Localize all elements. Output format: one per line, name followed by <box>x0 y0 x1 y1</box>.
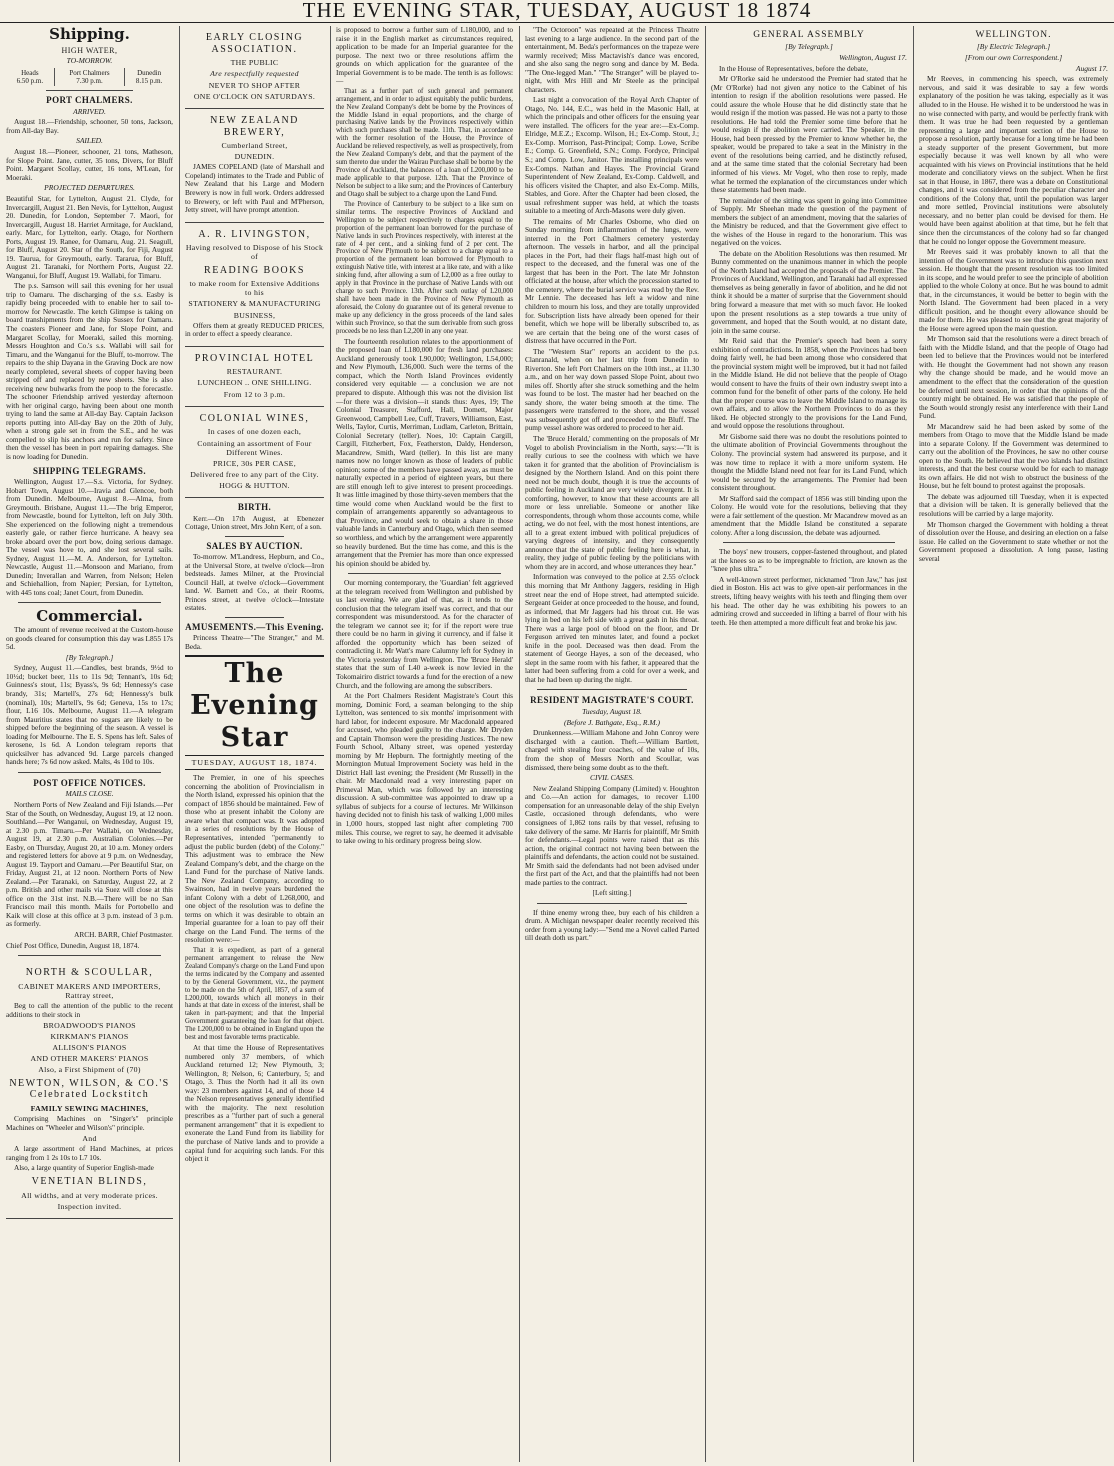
requested: Are respectfully requested <box>210 69 299 79</box>
paragraph-royal-arch: Last night a convocation of the Royal Arch Chapter of Otago, No. 144, E.C., was held in the Masonic Hall, at which the principals and other officers for the ensuing year were installed. The officers for the year are:—Ex-Comp. Elridge, M.E.Z.; Excomp. Wilson, H.; Ex-Comp. Stout, J.; Ex-Comp. Morrison, Past-Principal; Comp. Lowe, Scribe E.; Comp. G. Greenfield, S.N.; Comp. Fordyce, Principal S.; and Comp. Low, Janitor. The installing principals were Ex-Comps. Nathan and Hayes. The Provincial Grand Superintendent of New Zealand, Ex-Comp. Caldwell, and his officers visited the Chapter, and also Ex-Comp. Mills, Stables, and Gore. After the Chapter had been closed, the usual refreshment supper was held, at which the toasts suitable to a meeting of Arch-Masons were duly given. <box>525 95 699 216</box>
column-local <box>525 26 699 1462</box>
never-shop: NEVER TO SHOP AFTER <box>208 80 301 90</box>
wellington-text1: Mr Reeves, in commencing his speech, was extremely nervous, and said it was desirable to say a few words explanatory of the position he was taking, especially as it was alluded to in the House. He wished it to be understood he was in no wise connected with party, and would be perfectly frank with them. It was true he had been requested by a gentleman representing a large and important section of the House to propose a resolution, partly because for a long time he had been a steady supporter of the present Government, but more especially because it was well known by all who were acquainted with his views on Provincial institutions that he held moderate and conciliatory views on the subject. When he first sat in that House, in 1867, there was a debate on Constitutional changes, and it was considered from the peculiar character and conditions of the Colony that, until the population was larger and more settled, Provincial institutions were absolutely necessary, and no better plan could be devised for them. He would have been against abolition at that time, but he felt that since then the circumstances of the colony had so far changed that he could no longer oppose the Government measure. <box>919 74 1108 246</box>
amusements-heading: AMUSEMENTS.—This Evening. <box>185 621 324 632</box>
by-telegraph-label: [By Telegraph.] <box>65 652 114 662</box>
civil-text: New Zealand Shipping Company (Limited) v. Houghton and Co.—An action for damages, to recover L100 compensation for an unreasonable delay of the ship Evelyn Castle, occasioned through defendants, who were consignees of 1,862 tons rails by that vessel, refusing to take delivery of the same. Mr Harris for plaintiff, Mr Smith for defendants.—Legal points were raised that as this action, the original contract not having been between the plaintiffs and defendants, the action could not be sustained. Mr Smith said the defendants had not been advised under the first part of the Act, and that the plaintiffs had not been made parties to the contract. <box>525 783 699 887</box>
mails-close-label: MAILS CLOSE. <box>65 789 114 799</box>
tide-time: 7.30 p.m. <box>76 76 103 85</box>
sales-heading: SALES BY AUCTION. <box>206 540 303 551</box>
assembly-text6: Mr Stafford said the compact of 1856 was still binding upon the Colony. He would vote for the resolutions, believing that they were a fair settlement of the question. Mr Macandrew moved as an amendment that the Middle Island be constituted a separate colony. After a long discussion, the debate was adjourned. <box>711 493 907 537</box>
column-shipping <box>6 26 173 1462</box>
leader-cont: is proposed to borrow a further sum of L180,000, and to raise it in the English market as circumstances required, application to be made for an Imperial guarantee for the purpose. The next two or three resolutions affirm the grounds on which application for the guarantee of the Imperial Government is to be made. The tenth is as follows:— <box>336 26 513 86</box>
leader-text: The Premier, in one of his speeches concerning the abolition of Provincialism in the North Island, expressed his opinion that the compact of 1856 should be maintained. Few of those who at present inhabit the Colony are aware what that compact was. It was adopted in a series of resolutions by the House of Representatives, intended "permanently to adjust the public burden (debt) of the Colony." This adjustment was to embrace the New Zealand Company's debt, and the charge on the Land Fund for the purchase of Native lands. The New Zealand Company, according to Swainson, had in twelve years burdened the infant Colony with a debt of L268,000, and one object of the resolution was to define the terms on which it was desirable to obtain an Imperial guarantee for a loan to pay off their charge on the Land Fund. The terms of the resolution were:— <box>185 773 324 945</box>
paragraph-iron-jaw: A well-known street performer, nicknamed "Iron Jaw," has just died in Boston. His act was to give open-air performances in the streets, lifting heavy weights with his teeth and flinging them over his head. The other day he was exhibiting his powers to an admiring crowd and succeeded in lifting a barrel of flour with his teeth. He then attempted a more difficult feat and broke his jaw. <box>711 574 907 627</box>
early-closing-title: EARLY CLOSING ASSOCIATION. <box>205 32 304 55</box>
assembly-heading: GENERAL ASSEMBLY <box>753 30 865 40</box>
livingston-ad <box>185 223 324 347</box>
tide-cell <box>54 68 125 86</box>
telegrams-heading: SHIPPING TELEGRAMS. <box>33 465 146 476</box>
port-heading: PORT CHALMERS. <box>46 95 133 106</box>
column-rule <box>913 26 914 1462</box>
and-label: And <box>82 1134 97 1144</box>
wellington-text3: Mr Thomson said that the resolutions were a direct breach of faith with the Middle Island, and that the people of Otago had been led to believe that the Provinces would not be interfered with. He thought the Government had not shown any reason why the change should be made, and he would move an amendment to the effect that the consideration of the question be deferred until next session, in order that the opinions of the country might be obtained. He was satisfied that the people of the South would strongly resist any interference with their Land Fund. <box>919 334 1108 421</box>
tomorrow-label: TO-MORROW. <box>66 55 113 65</box>
wines-title: COLONIAL WINES, <box>199 412 310 424</box>
shipping-heading: Shipping. <box>49 26 130 43</box>
paragraph-bruce-herald: The 'Bruce Herald,' commenting on the proposals of Mr Vogel to abolish Provincialism in the North, says:—"It is really curious to see the coolness with which we have taken it for granted that the abolition of Provincialism is designed by the Northern Island. And on this point there need not be much doubt, though it is true the accounts of public feeling in Auckland are very widely divergent. It is comforting, however, to know that these accounts are all more or less unreliable. Someone or another like correspondents, through whom those accounts come, while acting, we do not feel, with the most honest intentions, are all to a great extent imbued with political prejudices of varying degrees of intensity, and they consequently announce that the state of public feeling here is what, in reality, they judge of public feeling by the politicians with whom they are in accord, and whose utterances they hear." <box>525 433 699 571</box>
brewery-ad <box>185 109 324 223</box>
paragraph-western-star: The "Western Star" reports an accident to the p.s. Clanranald, when on her last trip from Dunedin to Riverton. She left Port Chalmers on the 10th inst., at 11.30 a.m., and on her way down passed Slope Point, about two miles off. Shortly after she struck something and the helm was found to be lost. The master had her beached on the sandy shore, the water being smooth at the time. The passengers were transferred to the shore, and the vessel was subsequently got off and proceeded to the Bluff. The pump vessel ashore was ordered to proceed to her aid. <box>525 346 699 433</box>
post-text: Northern Ports of New Zealand and Fiji Islands.—Per Star of the South, on Wednesday, August 19, at 12 noon. Southland.—Per Wanganui, on Wednesday, August 19, at 2.30 p.m. Timaru.—Per Wallabi, on Wednesday, August 19, at 2.30 p.m. Australian Colonies.—Per Easby, on Thursday, August 20, at 10 a.m. Money orders and registered letters for above at 9 p.m. on Wednesday, August 19. Tayport and Oamaru.—Per Beautiful Star, on Friday, August 21, at 12 noon. Northern Ports of New Zealand.—Per Taranaki, on Saturday, August 22, at 2 p.m. British and other mails via Suez will close at this office on the 31st inst. N.B.—There will be no San Francisco mail this month. Mails for Portobello and Kaik will close at this office at 3 p.m. instead of 3 p.m. as formerly. <box>6 800 173 929</box>
sewing-machines: FAMILY SEWING MACHINES, <box>30 1103 149 1113</box>
piano-item: AND OTHER MAKERS' PIANOS <box>30 1054 149 1064</box>
resolutions-quote: That as a further part of such general and permanent arrangement, and in order to adjust equitably the public burdens, the New Zealand Company's debt be borne by the Provinces of the Middle Island in equal proportions, and the charge of purchasing Native lands by the Provinces respectively within which such purchases shall be made. 11th. That, in accordance with the former resolution of the House, the Province of Auckland be relieved respectively, as well as prospectively, from the New Zealand Company's debt, and that the payment of the sum thereto due under the Wairau Purchase shall be borne by the Province of Auckland, the balances of a loan of L200,000 to be made applicable to that purpose. 12th. That the Province of Nelson be subject to a like sum; and the Provinces of Canterbury and Otago shall be subject to a charge upon the Land Fund. <box>336 87 513 198</box>
tide-place: Port Chalmers <box>69 68 110 77</box>
leader-quote: That it is expedient, as part of a general permanent arrangement to release the New Zealand Company's charge on the Land Fund upon the terms indicated by the Company and assented to by the General Government, viz., the payment to be made on the 5th of April, 1857, of a sum of L200,000, towards which all moneys in their hands at that date in excess of the interest, shall be taken in part-payment; and that the Imperial Government guaranteeing the loan for that object. The L200,000 to be obtained in England upon the best and most favorable terms practicable. <box>185 946 324 1042</box>
brewery-city: DUNEDIN. <box>234 152 275 162</box>
early-closing-ad <box>185 26 324 109</box>
column-rule <box>519 26 520 1462</box>
paragraph-suicide: Information was conveyed to the police at 2.55 o'clock this morning that Mr Anthony Jaggers, residing in High street near the end of Hope street, had attempted suicide. Sergeant Geider at once proceeded to the house, and found, as informed, that Mr Jaggers had his throat cut. He was lying in bed on his left side with a great gash in his throat. There was a large pool of blood on the floor, and Dr Ferguson arrived ten minutes later, and found a pocket knife in the pool. Deceased was then dead. From the statement of George Hayes, a son of the deceased, who slept in the same room with his father, it appeared that the latter had been suffering from a cold for over a week, and that he had been up during the night. <box>525 572 699 684</box>
north-scoullar-name: NORTH & SCOULLAR, <box>25 967 154 979</box>
projected-text: Beautiful Star, for Lyttelton, August 21. Clyde, for Invercargill, August 21. Ben Nevis, for Lyttelton, August 20. Dunedin, for London, September 7. Maori, for Invercargill, August 18. Harriet Armitage, for Auckland, early. Marc, for Lyttelton, early. Otago, for Northern Ports, August 19. Ranee, for Oamaru, Aug. 21. Seagull, for Bluff, August 20. Star of the South, for Fiji, August 19. Taurua, for Greymouth, early. Tararua, for Bluff, August 21. Taranaki, for Northern Ports, August 22. Wanganui, for Bluff, August 19. Wallabi, for Timaru. <box>6 194 173 280</box>
column-rule <box>705 26 706 1462</box>
wines-price: PRICE, 30s PER CASE, <box>213 458 296 468</box>
column-rule <box>330 26 331 1462</box>
market-text: Sydney, August 11.—Candles, best brands, 9½d to 10½d; bucket beer, 11s to 11s 9d; Tennant's, 10s 6d; Guinness's stout, 11s; Byass's, 9s 6d; Hennessy's case brandy, 31s; Martell's, 27s 6d; Hennessy's bulk (nominal), 10s; Martell's, 9s 6d; Geneva, 15s to 17s; flour, L16 10s. Melbourne, August 11.—A telegram from Mauritius states that no sugars are likely to be shipped before the beginning of the season. A vessel is loading for Melbourne. The E. S. Spens has left. Sales of kerosene, 1s 6d. A London telegram reports that quicksilver has advanced 9d. Large parcels changed hands here; 7s 6d now asked. Malts, 4s 10d to 10s. <box>6 663 173 767</box>
north-scoullar-sub: CABINET MAKERS AND IMPORTERS, Rattray street, <box>18 981 161 1000</box>
piano-item: KIRKMAN'S PIANOS <box>50 1032 129 1042</box>
paragraph-osborne: The remains of Mr Charles Osborne, who died on Sunday morning from inflammation of the lungs, were interred in the Port Chalmers cemetery yesterday afternoon. The vessels in harbor, and all the principal places in the Port, had their flags half-mast high out of respect to the deceased, and the funeral was one of the largest that has been in the Port. The late Mr Johnston officiated at the house, after which the procession started to the cemetery, where the burial service was read by the Rev. Mr Lennie. The deceased has left a widow and nine children to mourn his loss, and they are totally unprovided for. Subscription lists have already been opened for their benefit, which we hope will be liberally subscribed to, as we are certain that the being one of the worst cases of distress that have occurred in the Port. <box>525 216 699 346</box>
brewery-title: NEW ZEALAND BREWERY, <box>210 114 299 138</box>
the-public: THE PUBLIC <box>230 58 279 68</box>
assembly-dateline: Wellington, August 17. <box>839 52 907 62</box>
tide-place: Heads <box>21 68 39 77</box>
sailed-text: August 18.—Pioneer, schooner, 21 tons, Matheson, for Slope Point. Jane, cutter, 35 tons, Divers, for Bluff Point. Margaret Scollay, cutter, 16 tons, M'Lean, for Moeraki. <box>6 147 173 182</box>
paragraph-guardian: Our morning contemporary, the 'Guardian' felt aggrieved at the telegram received from Wellington and published by us last evening. We are glad of that, as it tends to the conclusion that the telegram itself was correct, and that our correspondent was misunderstood. As for the character of the telegram we cannot see it; for if the report were true there could be no harm in giving it currency, and if false it afforded the opportunity which has been seized of contradicting it. Mr Watt's mare Calumny left for Sydney in the Victoria yesterday from Wellington. The 'Bruce Herald' states that the sum of L40 a-week is now levied in the Tokomairiro district towards a fund for the erection of a new Church, and the following are among the subscribers. <box>336 578 513 690</box>
luncheon: LUNCHEON .. ONE SHILLING. <box>197 378 312 388</box>
livingston-text2: to make room for Extensive Additions to his <box>189 279 320 298</box>
tide-time: 8.15 p.m. <box>135 76 163 85</box>
also-assortment: Also, a large quantity of Superior English-made <box>14 1163 154 1173</box>
piano-item: ALLISON'S PIANOS <box>52 1043 127 1053</box>
assembly-by-telegraph: [By Telegraph.] <box>785 42 833 52</box>
rmc-heading: RESIDENT MAGISTRATE'S COURT. <box>530 695 694 706</box>
evening-star-banner: The Evening Star <box>185 655 324 756</box>
hotel-title: PROVINCIAL HOTEL <box>194 352 315 364</box>
business: BUSINESS, <box>233 310 276 320</box>
arrived-label: ARRIVED. <box>73 106 106 116</box>
civil-heading: CIVIL CASES. <box>589 773 635 783</box>
arrived-text: August 18.—Friendship, schooner, 50 tons, Jackson, from All-day Bay. <box>6 117 173 135</box>
leader-date: TUESDAY, AUGUST 18, 1874. <box>185 758 324 770</box>
one-oclock: ONE O'CLOCK ON SATURDAYS. <box>193 91 316 101</box>
sales-text: To-morrow. M'Landress, Hepburn, and Co., at the Universal Store, at twelve o'clock—Iron bedsteads. James Milner, at the Provincial Council Hall, at twelve o'clock—Government land. W. Barnett and Co., at their Rooms, Princes street, at twelve o'clock—Intestate estates. <box>185 552 324 613</box>
paragraph-court: At the Port Chalmers Resident Magistrate's Court this morning, Dominic Ford, a seaman belonging to the ship Lyttelton, was sentenced to six months' imprisonment with hard labor, for indecent exposure. Mr Macdonald appeared for accused, who pleaded guilty to the charge. Mr Dryden and Captain Thomson were the presiding Justices. The new Fourth School, Albany street, was opened yesterday morning by Mr Hepburn. The fortnightly meeting of the Mornington Mutual Improvement Society was held in the District Hall last evening; the President (Mr Russell) in the chair. Mr Macdonald read a very interesting paper on Primeval Man, which was followed by an interesting discussion. A sub-committee was appointed to draw up a syllabus of subjects for a course of lectures. Mr Wilkinson having decided not to finish his task of walking 1,000 miles in 1,000 hours, stopped last night after completing 700 miles. This course, we regret to say, he deemed it advisable to take owing to his ordinary progress being slow. <box>336 691 513 846</box>
shipping-news: The p.s. Samson will sail this evening for her usual trip to Oamaru. The discharging of the s.s. Easby is rapidly being proceeded with to enable her to sail to-morrow for Newcastle. The ketch Glimpse is taking on board transhipments from the ship Sussex for Oamaru. The coasters Pioneer and Jane, for Slope Point, and Margaret Scollay, for Moeraki, sailed this morning. Messrs Houghton and Co.'s s.s. Wallabi will sail for Timaru, and the Wanganui for the Bluff, to-morrow. The repairs to the ship Dayana in the Graving Dock are now nearly completed, several sheets of copper having been stripped off and replaced by new sheets. She is also receiving new bulwarks from the poop to the forecastle. The schooner Friendship arrived yesterday afternoon with her original cargo, having been about one month trying to land the same at All-day Bay. Captain Jackson reports putting into All-day Bay on the 20th of July, when a strong gale set in from the S.E., and he was compelled to slip his anchors and run for safety. Since then the vessel has been in port repairing damages. She is now loading for Dunedin. <box>6 281 173 461</box>
rmc-date: Tuesday, August 18. <box>582 706 642 716</box>
postmaster: ARCH. BARR, Chief Postmaster. <box>74 930 173 939</box>
left-sitting: [Left sitting.] <box>592 888 632 898</box>
luncheon-time: From 12 to 3 p.m. <box>223 389 286 399</box>
also-first: Also, a First Shipment of (70) <box>38 1065 141 1075</box>
column-assembly <box>711 26 907 1462</box>
projected-label: PROJECTED DEPARTURES. <box>44 183 135 193</box>
sailed-label: SAILED. <box>76 136 103 146</box>
telegrams-text: Wellington, August 17.—S.s. Victoria, for Sydney. Hobart Town, August 10.—Iravia and Glencoe, both from Dunedin. Melbourne, August 8.—Alma, from Greymouth. Brisbane, August 11.—The brig Emperor, from Newcastle, bound for Lyttelton, left on July 30th. She experienced on the following night a tremendous easterly gale, or rather fierce hurricane. A heavy sea broke aboard over the port bow, doing serious damage. The vessel was hove to, and she lost several sails. Sydney, August 11.—M. A. Anderson, for Lyttelton. Newcastle, August 11.—Monsoon and Mariano, from Dunedin; Inverallan and Warren, from Nelson; Helen and Schiehallion, from Napier; Persian, for Lyttelton, with 445 tons coal; Janet Court, from Dunedin. <box>6 477 173 597</box>
commercial-text: The amount of revenue received at the Custom-house on goods cleared for consumption this day was L855 17s 5d. <box>6 625 173 652</box>
rmc-text: Drunkenness.—William Mahone and John Conroy were discharged with a caution. Theft.—William Bartlett, charged with stealing four coaches, of the value of 10s, from the shop of Messrs North and Scoullar, was dismissed, there being some doubt as to the theft. <box>525 728 699 772</box>
wellington-text5: The debate was adjourned till Tuesday, when it is expected that a division will be taken. It is generally believed that the resolutions will be carried by a large majority. <box>919 491 1108 518</box>
wellington-correspondent: [From our own Correspondent.] <box>964 52 1063 62</box>
assembly-text5: Mr Gisborne said there was no doubt the resolutions pointed to the ultimate abolition of Provincial Governments throughout the Colony. The provincial system had answered its purpose, and it was now time to replace it with a more uniform system. He thought the Middle Island need not fear for its Land Fund, which would be secured by the arrangements. The Premier had been consistent throughout. <box>711 431 907 493</box>
paragraph-trousers: The boys' new trousers, copper-fastened throughout, and plated at the knees so as to be impregnable to friction, are known as the "knee plus ultra." <box>711 547 907 574</box>
birth-heading: BIRTH. <box>237 502 272 513</box>
column-leader <box>336 26 513 1462</box>
newton-wilson: NEWTON, WILSON, & CO.'S Celebrated Lockstitch <box>9 1077 170 1101</box>
restaurant: RESTAURANT. <box>226 367 283 377</box>
amusements-text: Princess Theatre—"The Stranger," and M. Beda. <box>185 633 324 651</box>
livingston-title: A. R. LIVINGSTON, <box>198 228 311 240</box>
sewing-text: Comprising Machines on "Singer's" principle Machines on "Wheeler and Wilson's" principle. <box>6 1114 173 1132</box>
tide-cell <box>125 68 173 86</box>
postmaster-date: Chief Post Office, Dunedin, August 18, 1874. <box>6 940 140 950</box>
paragraph-octoroon: "The Octoroon" was repeated at the Princess Theatre last evening to a large audience. In the second part of the entertainment, M. Beda's performances on the trapeze were warmly received; Miss Mactavish's dance was encored, and she also sang the negro song and dance by M. Beda. "The One-legged Man." "The Stranger" will be played to-night, with Mrs Hill and Mr Steele as the principal characters. <box>525 26 699 94</box>
north-scoullar-ad <box>6 961 173 1219</box>
north-scoullar-text: Beg to call the attention of the public to the recent additions to their stock in <box>6 1000 173 1019</box>
paragraph-drum: If thine enemy wrong thee, buy each of his children a drum. A Michigan newspaper dealer recently received this order from a young lady:—"Send me a Novel called Parted till death doth us part." <box>525 907 699 943</box>
high-water-heading: HIGH WATER, <box>61 45 118 55</box>
wines-ad <box>185 407 324 498</box>
hotel-ad <box>185 347 324 407</box>
brewery-text: JAMES COPELAND (late of Marshall and Copeland) intimates to the Trade and Public of New Zealand that his Large and Modern Brewery is now in full work. Orders addressed to Brewery, or left with Paul and M'Pherson, Jetty street, will have prompt attention. <box>185 162 324 215</box>
leader-text2: At that time the House of Representatives numbered only 37 members, of which Auckland returned 12; New Plymouth, 3; Wellington, 8; Nelson, 6; Canterbury, 5; and Otago, 3. Thus the North had it all its own way: 23 members against 14, and of those 14 the Nelson representatives generally identified with the majority. The next resolution prescribes as a "further part of such a general permanent arrangement" that it is expedient to exonerate the Land Fund from its liability for the purchase of Native lands and to provide a capital fund for acquiring such lands. For this object it <box>185 1043 324 1164</box>
column-wellington <box>919 26 1108 1462</box>
hand-machines: A large assortment of Hand Machines, at prices ranging from 1 2s 10s to L7 10s. <box>6 1144 173 1162</box>
column-rule <box>179 26 180 1462</box>
wellington-text2: Mr Reeves said it was probably known to all that the intention of the Government was to introduce this question next session. He thought that the present resolution was too limited in its scope, and he would prefer to see the principle of abolition applied to the whole Colony at once. But he was bound to admit that, in the circumstances, it would be better to begin with the North Island. The Government had been placed in a very difficult position, and he thought every allowance should be made for them. He was pleased to see that the great majority of the House were agreed upon the main question. <box>919 247 1108 333</box>
widths: All widths, and at very moderate prices. <box>21 1190 158 1200</box>
assembly-text1: Mr O'Rorke said he understood the Premier had stated that he (Mr O'Rorke) had not given any notice to the Cabinet of his intention to resign if the abolition resolutions were passed. He could assure the whole House that he did distinctly state that he would resign if the motion was passed. He was not a party to those resolutions. He had told the Premier some time before that he would resign if the abolition were carried. The Speaker, in the House, had been pressed by the Premier to know whether he, the speaker, would be prepared to take a seat in the Ministry in the event of the resolutions being carried, and he distinctly refused, and at the same time stated that the colonial Secretary had been informed of his views. Mr Vogel, who then rose to reply, made what he termed the explanation of the circumstances under which these statements had been made. <box>711 74 907 195</box>
column-ads <box>185 26 324 1462</box>
wines-text1: In cases of one dozen each, <box>207 427 302 437</box>
stationery: STATIONERY & MANUFACTURING <box>188 299 321 309</box>
leader-cont2: The fourteenth resolution relates to the apportionment of the proposed loan of L180,000 for fresh land purchases: Auckland generously took L90,000; Wellington, L54,000; and New Plymouth, L36,000. Such were the terms of the compact, which the North Island Provinces evidently considered very equitable — a conclusion we are not prepared to dispute. Although this was not the division list—for there was a division—it stands thus: Ayes, 19; The Colonial Treasurer, Stafford, Hall, Domett, Major Greenwood, Campbell Lee, Cuff, Travers, Williamson, East, Wells, Taylor, Curtis, Merriman, Ludlam, Carleton, Brittain, Colonial Secretary (teller). Noes, 10: Captain Cargill, Cargill, Fitzherbert, Fox, Featherston, Daldy, Henderson, Macandrew, Smith, Ward (teller). In this list are many names now no longer known as those of leaders of public opinion; some of the members have passed away, as must be naturally expected in a period of eighteen years, but there are still enough left to give interest to present proceedings. It was little imagined by those thirty-seven members that the time would come when Auckland would be the first to complain of arrangements apparently so advantageous to that Province, and would seek to obtain a share in those valuable lands in Canterbury and Otago, which then seemed so worthless, and which by the arrangement were apparently so heavily burdened. But the time has come, and this is the arrangement that the Premier has more than once expressed his opinion should be abided by. <box>336 336 513 568</box>
commercial-heading: Commercial. <box>36 607 143 626</box>
reading-books: READING BOOKS <box>204 264 305 276</box>
livingston-text3: Offers them at greatly REDUCED PRICES, in order to effect a speedy clearance. <box>185 320 324 339</box>
brewery-street: Cumberland Street, <box>221 141 288 151</box>
wellington-by-telegraph: [By Electric Telegraph.] <box>976 42 1051 52</box>
hogg-hutton: HOGG & HUTTON. <box>219 480 290 490</box>
assembly-text2: The remainder of the sitting was spent in going into Committee of Supply. Mr Sheehan made the question of the payment of members the subject of an amendment, moving that the salaries of the Ministry be reduced, and that the Government give effect to the wishes of the House in regard to the honorarium. This was negatived on the voices. <box>711 195 907 248</box>
inspection: Inspection invited. <box>57 1201 122 1211</box>
wellington-date: August 17. <box>1075 63 1108 73</box>
wellington-text6: Mr Thomson charged the Government with holding a threat of dissolution over the House, and desiring an election on a false issue. He called on the Government to state whether or not the Government proposed a dissolution. A long pause, lasting several <box>919 519 1108 563</box>
post-heading: POST OFFICE NOTICES. <box>33 777 146 788</box>
assembly-text3: The debate on the Abolition Resolutions was then resumed. Mr Bunny commented on the unanimous manner in which the people of the North Island had accepted the proposals of the Premier. The Provinces of Auckland, Wellington, and Taranaki had all expressed themselves as being generally in favor of abolition, and he did not think it should be a matter of surprise that the Government should bring forward a measure that met with so much favor. He looked upon the present resolutions as a step towards a true unity of government, and hoped that the South would, at no distant date, join in the same course. <box>711 248 907 335</box>
tide-time: 6.50 p.m. <box>16 76 44 85</box>
venetian-blinds: VENETIAN BLINDS, <box>31 1175 148 1187</box>
livingston-text1: Having resolved to Dispose of his Stock of <box>185 243 324 262</box>
tide-table <box>6 68 173 86</box>
masthead: THE EVENING STAR, TUESDAY, AUGUST 18 1874 <box>0 0 1114 23</box>
wines-text2: Containing an assortment of Four Different Wines. <box>197 438 312 457</box>
assembly-intro: In the House of Representatives, before the debate, <box>719 63 868 73</box>
piano-item: BROADWOOD'S PIANOS <box>43 1021 136 1031</box>
rmc-before: (Before J. Bathgate, Esq., R.M.) <box>564 717 660 727</box>
wines-delivery: Delivered free to any part of the City. <box>190 469 319 479</box>
resolutions-quote2: The Province of Canterbury to be subject to a like sum on similar terms. The respective Provinces of Auckland and Wellington to be subject respectively to charges equal to the proportion of the permanent loan borrowed for the purchase of Native lands in such Provinces respectively, with interest at the rate of 4 per cent., and a sinking fund of 2 per cent. The Province of New Plymouth to be subject to a charge equal to a proportion of the permanent loan borrowed for Plymouth to extinguish Native title, with interest at a like rate, and with a like sinking fund, after allowing a sum of L2,000 as a free outlay to apply in that Province in the purchase of Native Lands with out charge to such Province. 13th. After such outlay of L20,000 shall have been made in the Province of New Plymouth as aforesaid, the Colony do guarantee out of its general revenue to make up any deficiency in the gross proceeds of the land sales within such Province, so that the sum derivable from such gross proceeds be no less than L2,200 in any one year. <box>336 200 513 335</box>
wellington-text4: Mr Macandrew said he had been asked by some of the members from Otago to move that the Middle Island be made into a separate Colony. If the Government was determined to carry out the abolition of the Provinces, he saw no other course open to the South. He believed that the two islands had distinct interests, and that the best course would be for each to manage its own affairs. He did not wish to obstruct the business of the House, but he felt bound to protest against the proposals. <box>919 421 1108 491</box>
birth-text: Kerr.—On 17th August, at Ebenezer Cottage, Union street, Mrs John Kerr, of a son. <box>185 513 324 532</box>
tide-place: Dunedin <box>137 68 162 77</box>
tide-cell <box>6 68 54 86</box>
wellington-heading: WELLINGTON. <box>975 30 1052 40</box>
assembly-text4: Mr Reid said that the Premier's speech had been a sorry exhibition of contradictions. In 1858, when the Provinces had been doing fairly well, he had been among those who considered that the provincial system might well be improved, but it had not failed in the Middle Island. He did not believe that the people of Otago would consent to have the fruits of their own industry swept into a common fund for the benefit of other parts of the colony. He held that the proper course was to leave the Middle Island to manage its own affairs, and to allow the Northern Provinces to do as they liked. He objected strongly to the provisions for the Land Fund, and would oppose the resolutions throughout. <box>711 336 907 431</box>
